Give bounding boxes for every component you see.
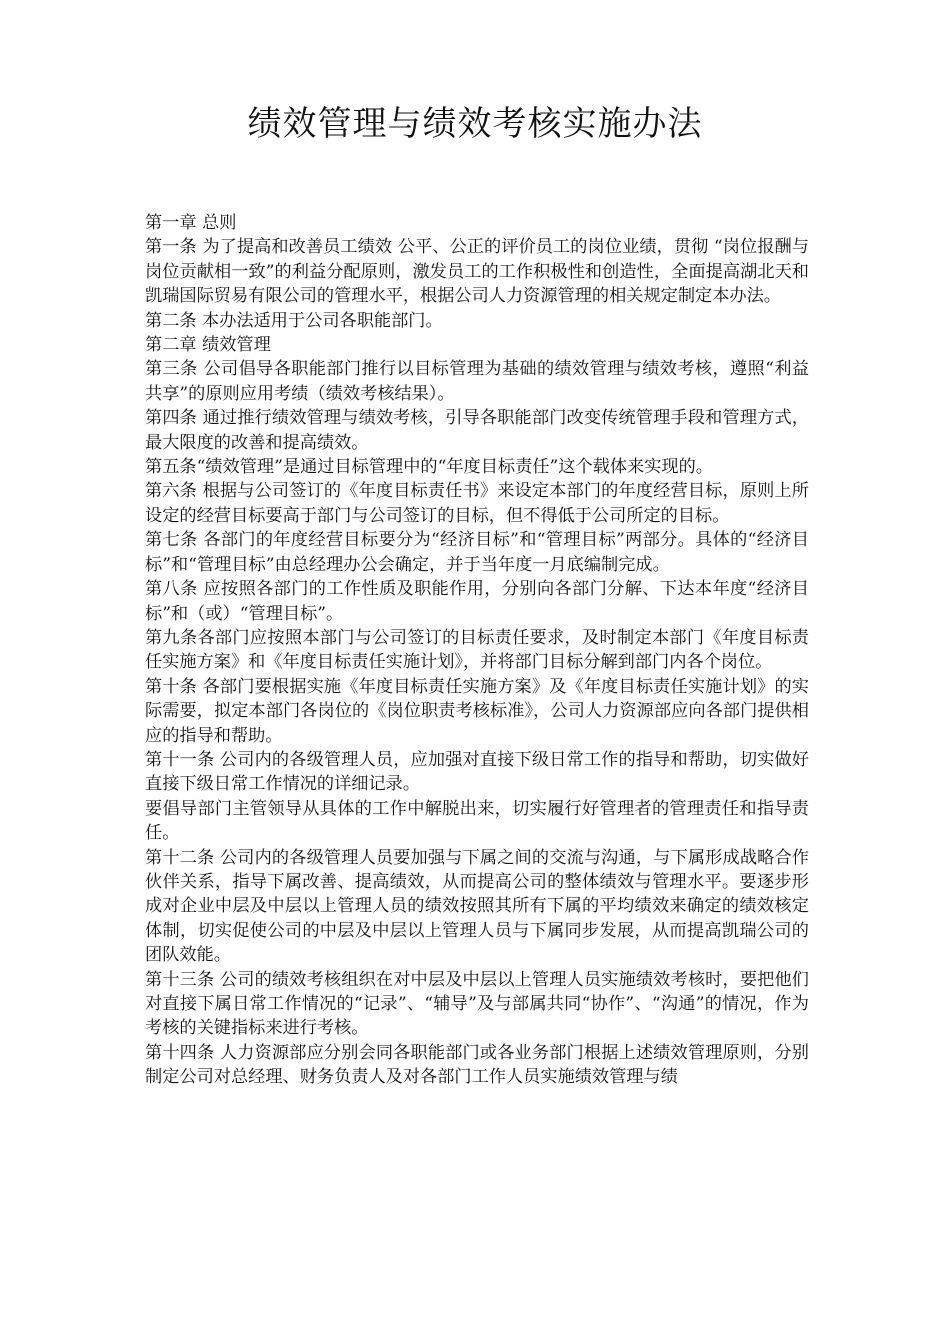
article-paragraph: 第一条 为了提高和改善员工绩效 公平、公正的评价员工的岗位业绩，贯彻 “岗位报酬与岗位贡献相一致”的利益分配原则，激发员工的工作积极性和创造性，全面提高湖北天和凯瑞国际贸易有限公司的管理水平，根据公司人力资源管理的相关规定制定本办法。 <box>145 237 809 307</box>
article-paragraph: 第六条 根据与公司签订的《年度目标责任书》来设定本部门的年度经营目标，原则上所设定的经营目标要高于部门与公司签订的目标，但不得低于公司所定的目标。 <box>145 481 809 526</box>
article-paragraph: 第十三条 公司的绩效考核组织在对中层及中层以上管理人员实施绩效考核时，要把他们对直接下属日常工作情况的“记录”、“辅导”及与部属共同“协作”、“沟通”的情况，作为考核的关键指标来进行考核。 <box>145 969 809 1039</box>
article-paragraph: 第十条 各部门要根据实施《年度目标责任实施方案》及《年度目标责任实施计划》的实际需要，拟定本部门各岗位的《岗位职责考核标准》，公司人力资源部应向各部门提供相应的指导和帮助。 <box>145 676 809 746</box>
chapter-heading: 第一章 总则 <box>145 213 237 233</box>
chapter-heading: 第二章 绩效管理 <box>145 335 271 356</box>
article-paragraph: 第二条 本办法适用于公司各职能部门。 <box>145 310 443 331</box>
article-paragraph: 第三条 公司倡导各职能部门推行以目标管理为基础的绩效管理与绩效考核，遵照“利益共享”的原则应用考绩（绩效考核结果）。 <box>145 359 809 404</box>
article-paragraph: 第五条“绩效管理”是通过目标管理中的“年度目标责任”这个载体来实现的。 <box>145 457 713 478</box>
document-body <box>145 211 809 1090</box>
article-paragraph: 第四条 通过推行绩效管理与绩效考核，引导各职能部门改变传统管理手段和管理方式，最大限度的改善和提高绩效。 <box>145 408 809 453</box>
article-paragraph: 要倡导部门主管领导从具体的工作中解脱出来，切实履行好管理者的管理责任和指导责任。 <box>145 798 809 844</box>
article-paragraph: 第九条各部门应按照本部门与公司签订的目标责任要求，及时制定本部门《年度目标责任实施方案》和《年度目标责任实施计划》，并将部门目标分解到部门内各个岗位。 <box>145 627 809 673</box>
article-paragraph: 第十二条 公司内的各级管理人员要加强与下属之间的交流与沟通，与下属形成战略合作伙伴关系，指导下属改善、提高绩效，从而提高公司的整体绩效与管理水平。要逐步形成对企业中层及中层以上管理人员的绩效按照其所有下属的平均绩效来确定的绩效核定体制，切实促使公司的中层及中层以上管理人员与下属同步发展，从而提高凯瑞公司的团队效能。 <box>145 847 809 966</box>
article-paragraph: 第十一条 公司内的各级管理人员，应加强对直接下级日常工作的指导和帮助，切实做好直接下级日常工作情况的详细记录。 <box>145 749 809 795</box>
article-paragraph: 第八条 应按照各部门的工作性质及职能作用，分别向各部门分解、下达本年度“经济目标”和（或）“管理目标”。 <box>145 579 809 624</box>
article-paragraph: 第七条 各部门的年度经营目标要分为“经济目标”和“管理目标”两部分。具体的“经济目标”和“管理目标”由总经理办公会确定，并于当年度一月底编制完成。 <box>145 530 809 575</box>
article-paragraph: 第十四条 人力资源部应分别会同各职能部门或各业务部门根据上述绩效管理原则，分别制定公司对总经理、财务负责人及对各部门工作人员实施绩效管理与绩 <box>145 1042 809 1088</box>
document-title: 绩效管理与绩效考核实施办法 <box>247 104 703 144</box>
